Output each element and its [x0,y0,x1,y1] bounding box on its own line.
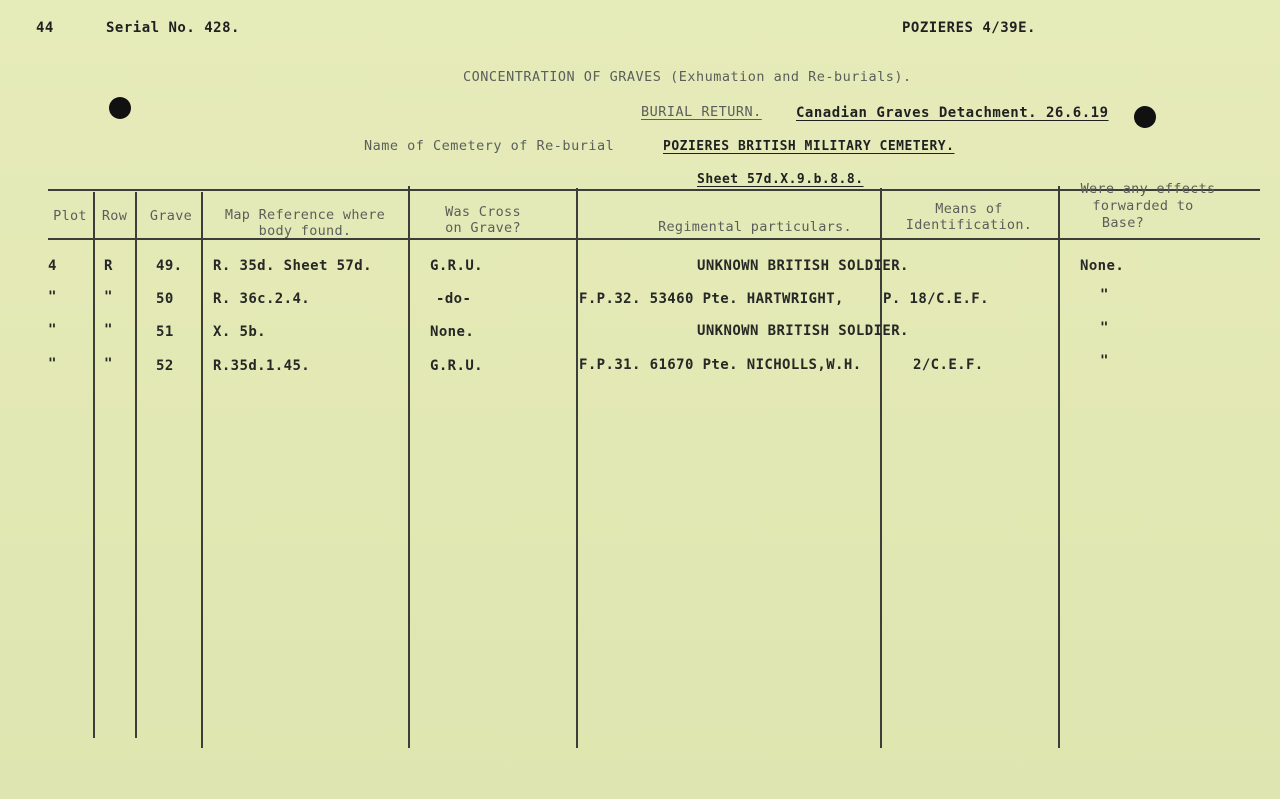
row-2-plot: " [48,289,57,305]
col-divider-5 [576,188,578,748]
burial-return-value: Canadian Graves Detachment. 26.6.19 [796,105,1109,121]
row-4-plot: " [48,356,57,372]
header-means-1: Means of [935,201,1003,217]
serial-number: Serial No. 428. [106,20,240,36]
form-title: CONCENTRATION OF GRAVES (Exhumation and Re-burials). [463,69,912,85]
row-4-regimental: F.P.31. 61670 Pte. NICHOLLS,W.H. [579,357,862,373]
row-1-row: R [104,258,113,274]
row-4-effects: " [1100,353,1109,369]
row-3-row: " [104,322,113,338]
header-means-2: Identification. [905,217,1033,233]
burial-return-label: BURIAL RETURN. [641,104,762,120]
header-grave: Grave [149,208,193,224]
row-1-effects: None. [1080,258,1125,274]
header-regimental: Regimental particulars. [658,219,852,235]
header-effects-2: forwarded to [1092,198,1194,214]
row-1-plot: 4 [48,258,57,274]
cemetery-name: POZIERES BRITISH MILITARY CEMETERY. [663,139,955,154]
row-4-cross: G.R.U. [430,358,483,374]
cemetery-reference: POZIERES 4/39E. [902,20,1036,36]
row-1-regimental: UNKNOWN BRITISH SOLDIER. [697,258,909,274]
header-map-ref-1: Map Reference where [224,207,386,223]
header-cross-1: Was Cross [445,204,521,220]
header-cross-2: on Grave? [445,220,521,236]
col-divider-2 [135,192,137,738]
cemetery-label: Name of Cemetery of Re-burial [364,138,615,154]
row-4-means: 2/C.E.F. [913,357,984,373]
row-4-grave: 52 [156,358,174,374]
punch-hole-left [109,97,131,119]
col-divider-3 [201,192,203,748]
row-2-means: P. 18/C.E.F. [883,291,989,307]
header-plot: Plot [53,208,87,224]
row-2-cross: -do- [436,291,472,307]
row-2-effects: " [1100,287,1109,303]
row-1-grave: 49. [156,258,183,274]
row-3-map-ref: X. 5b. [213,324,266,340]
row-2-map-ref: R. 36c.2.4. [213,291,311,307]
row-3-cross: None. [430,324,475,340]
page-number: 44 [36,20,54,36]
punch-hole-right [1134,106,1156,128]
header-map-ref-2: body found. [258,223,352,239]
col-divider-1 [93,192,95,738]
map-sheet: Sheet 57d.X.9.b.8.8. [697,172,864,187]
header-row: Row [101,208,128,224]
header-effects-1: Were any effects [1080,181,1216,197]
row-2-grave: 50 [156,291,174,307]
col-divider-7 [1058,186,1060,748]
row-3-regimental: UNKNOWN BRITISH SOLDIER. [697,323,909,339]
row-3-effects: " [1100,320,1109,336]
col-divider-4 [408,186,410,748]
header-effects-3: Base? [1101,215,1145,231]
row-4-row: " [104,356,113,372]
row-1-map-ref: R. 35d. Sheet 57d. [213,258,372,274]
row-2-regimental: F.P.32. 53460 Pte. HARTWRIGHT, [579,291,844,307]
row-3-grave: 51 [156,324,174,340]
row-4-map-ref: R.35d.1.45. [213,358,311,374]
row-2-row: " [104,289,113,305]
row-1-cross: G.R.U. [430,258,483,274]
row-3-plot: " [48,322,57,338]
